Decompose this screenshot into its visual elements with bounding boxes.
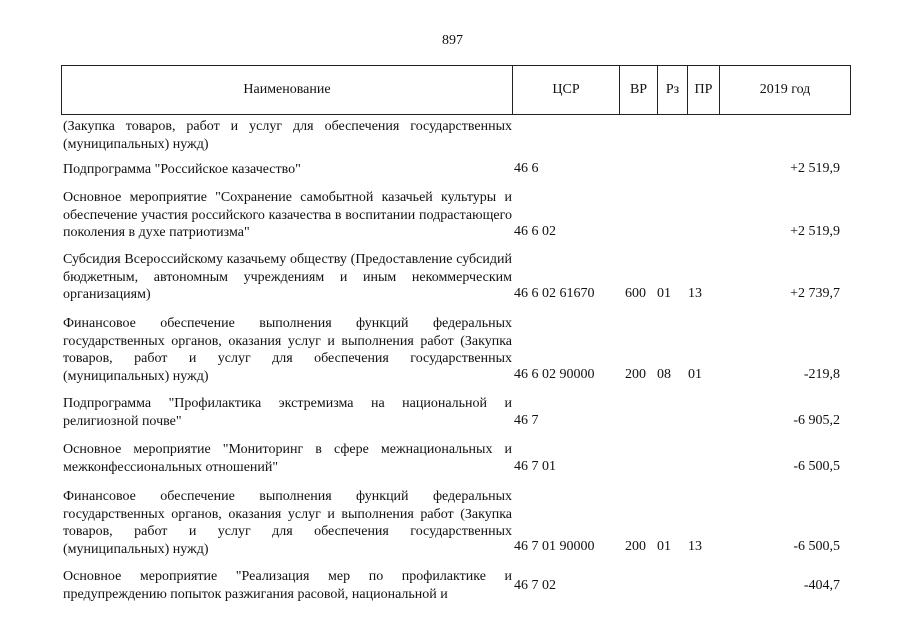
- row-name: Подпрограмма "Российское казачество": [63, 162, 301, 177]
- row-csr: 46 6 02 61670: [514, 286, 595, 301]
- page-number: 897: [442, 33, 463, 48]
- row-vr: 600: [625, 286, 646, 301]
- row-name: Финансовое обеспечение выполнения функций федеральных государственных органов, оказания услуг и выполнения работ (Закупка товаров, работ и услуг для обеспечения государственных (муниципальных) нужд): [63, 316, 512, 384]
- row-name: Основное мероприятие "Сохранение самобытной казачьей культуры и обеспечение участия российского казачества в воспитании подрастающего поколения в духе патриотизма": [63, 190, 512, 240]
- header-csr: ЦСР: [513, 66, 620, 114]
- row-name: Финансовое обеспечение выполнения функций федеральных государственных органов, оказания услуг и выполнения работ (Закупка товаров, работ и услуг для обеспечения государственных (муниципальных) нужд): [63, 489, 512, 557]
- row-csr: 46 7 01: [514, 459, 556, 474]
- row-amount: +2 519,9: [790, 161, 840, 176]
- row-name: (Закупка товаров, работ и услуг для обеспечения государственных (муниципальных) нужд): [63, 119, 512, 152]
- row-amount: +2 519,9: [790, 224, 840, 239]
- header-rz: Рз: [658, 66, 688, 114]
- row-name: Основное мероприятие "Мониторинг в сфере межнациональных и межконфессиональных отношений": [63, 442, 512, 475]
- row-rz: 08: [657, 367, 671, 382]
- header-name: Наименование: [62, 66, 513, 114]
- row-pr: 01: [688, 367, 702, 382]
- row-name: Подпрограмма "Профилактика экстремизма на национальной и религиозной почве": [63, 396, 512, 429]
- header-vr: ВР: [620, 66, 658, 114]
- row-amount: -6 905,2: [793, 413, 840, 428]
- row-name: Основное мероприятие "Реализация мер по профилактике и предупреждению попыток разжигания расовой, национальной и: [63, 569, 512, 602]
- row-rz: 01: [657, 286, 671, 301]
- row-csr: 46 7 02: [514, 578, 556, 593]
- row-amount: -6 500,5: [793, 539, 840, 554]
- row-rz: 01: [657, 539, 671, 554]
- row-csr: 46 7: [514, 413, 539, 428]
- header-year: 2019 год: [759, 82, 811, 97]
- row-name: Субсидия Всероссийскому казачьему обществу (Предоставление субсидий бюджетным, автономным учреждениям и иным некоммерческим организациям): [63, 252, 512, 302]
- row-amount: -6 500,5: [793, 459, 840, 474]
- row-amount: +2 739,7: [790, 286, 840, 301]
- row-amount: -219,8: [803, 367, 840, 382]
- row-csr: 46 7 01 90000: [514, 539, 595, 554]
- header-pr: ПР: [688, 66, 720, 114]
- row-vr: 200: [625, 367, 646, 382]
- row-csr: 46 6 02: [514, 224, 556, 239]
- row-amount: -404,7: [803, 578, 840, 593]
- row-csr: 46 6: [514, 161, 539, 176]
- row-vr: 200: [625, 539, 646, 554]
- row-pr: 13: [688, 286, 702, 301]
- row-pr: 13: [688, 539, 702, 554]
- table-header: [61, 65, 851, 115]
- row-csr: 46 6 02 90000: [514, 367, 595, 382]
